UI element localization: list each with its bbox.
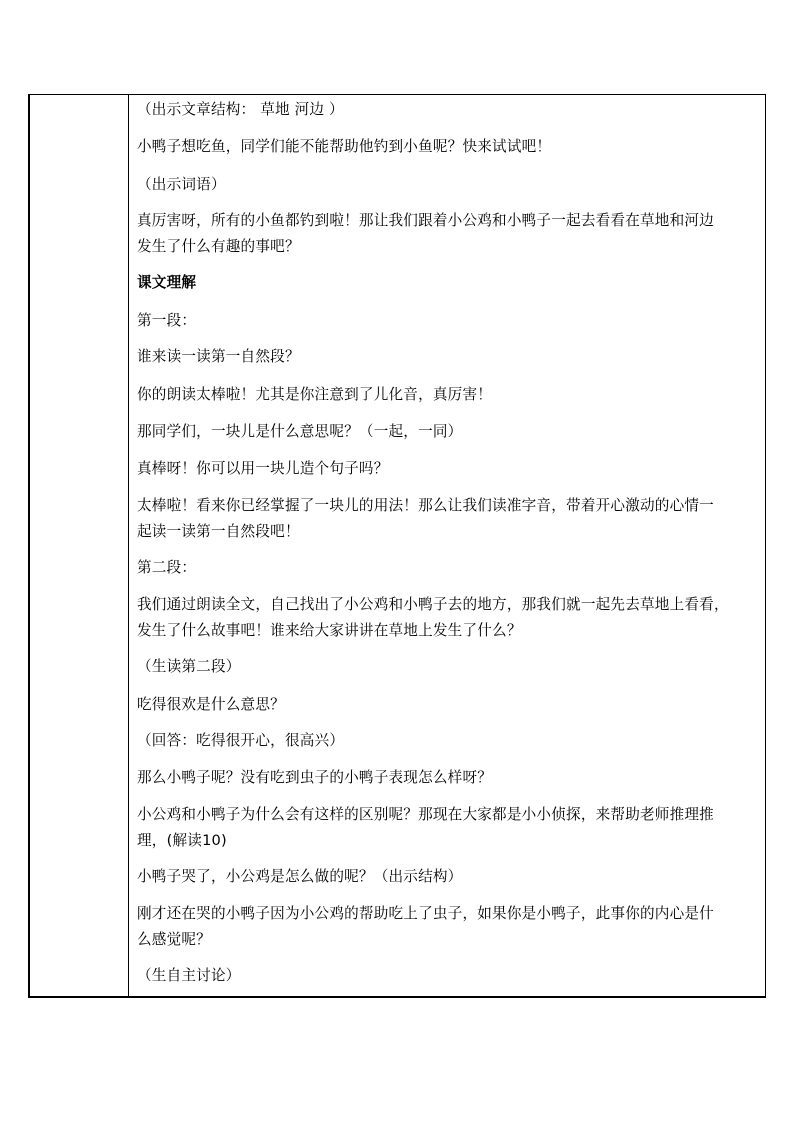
line: 小公鸡和小鸭子为什么会有这样的区别呢？那现在大家都是小小侦探，来帮助老师推理推 — [137, 806, 714, 823]
paragraph-18 — [137, 802, 759, 854]
paragraph-7 — [137, 344, 759, 370]
paragraph-8 — [137, 382, 759, 408]
line: （出示文章结构： 草地 河边 ） — [137, 101, 344, 118]
paragraph-10 — [137, 456, 759, 482]
line: 小鸭子想吃鱼，同学们能不能帮助他钓到小鱼呢？快来试试吧！ — [137, 138, 552, 155]
line: 起读一读第一自然段吧！ — [137, 523, 300, 540]
line: 真棒呀！你可以用一块儿造个句子吗？ — [137, 460, 389, 477]
section-heading — [137, 270, 759, 296]
line: 我们通过朗读全文，自己找出了小公鸡和小鸭子去的地方，那我们就一起先去草地上看看， — [137, 596, 729, 613]
paragraph-9 — [137, 419, 759, 445]
paragraph-19 — [137, 864, 759, 890]
line: 吃得很欢是什么意思？ — [137, 696, 285, 713]
line: （生自主讨论） — [137, 967, 241, 984]
paragraph-12 — [137, 555, 759, 581]
paragraph-11 — [137, 493, 759, 545]
line: 么感觉呢？ — [137, 931, 211, 948]
paragraph-4 — [137, 208, 759, 260]
paragraph-15 — [137, 692, 759, 718]
paragraph-13 — [137, 592, 759, 644]
line: 发生了什么有趣的事吧？ — [137, 238, 300, 255]
paragraph-20 — [137, 901, 759, 953]
paragraph-2 — [137, 134, 759, 160]
line: 课文理解 — [137, 274, 197, 291]
line: 那么小鸭子呢？没有吃到虫子的小鸭子表现怎么样呀？ — [137, 769, 493, 786]
paragraph-3 — [137, 172, 759, 198]
left-column-cell — [30, 95, 129, 996]
paragraph-16 — [137, 728, 759, 754]
paragraph-21 — [137, 963, 759, 989]
line: 发生了什么故事吧！谁来给大家讲讲在草地上发生了什么？ — [137, 622, 522, 639]
paragraph-14 — [137, 654, 759, 680]
line: 第二段： — [137, 559, 197, 576]
line: 刚才还在哭的小鸭子因为小公鸡的帮助吃上了虫子，如果你是小鸭子，此事你的内心是什 — [137, 905, 714, 922]
line: 真厉害呀，所有的小鱼都钓到啦！那让我们跟着小公鸡和小鸭子一起去看看在草地和河边 — [137, 212, 714, 229]
line: 你的朗读太棒啦！尤其是你注意到了儿化音，真厉害！ — [137, 386, 493, 403]
content-cell — [129, 95, 765, 996]
line: 谁来读一读第一自然段？ — [137, 348, 300, 365]
line: （生读第二段） — [137, 658, 241, 675]
line: 理，(解读10) — [137, 832, 227, 849]
lesson-table — [28, 94, 766, 998]
line: 那同学们，一块儿是什么意思呢？（一起，一同） — [137, 423, 463, 440]
paragraph-1 — [137, 97, 759, 123]
paragraph-17 — [137, 765, 759, 791]
line: （出示词语） — [137, 176, 226, 193]
line: （回答：吃得很开心，很高兴） — [137, 732, 345, 749]
line: 太棒啦！看来你已经掌握了一块儿的用法！那么让我们读准字音，带着开心激动的心情一 — [137, 497, 714, 514]
line: 第一段： — [137, 312, 197, 329]
line: 小鸭子哭了，小公鸡是怎么做的呢？（出示结构） — [137, 868, 463, 885]
paragraph-6 — [137, 308, 759, 334]
